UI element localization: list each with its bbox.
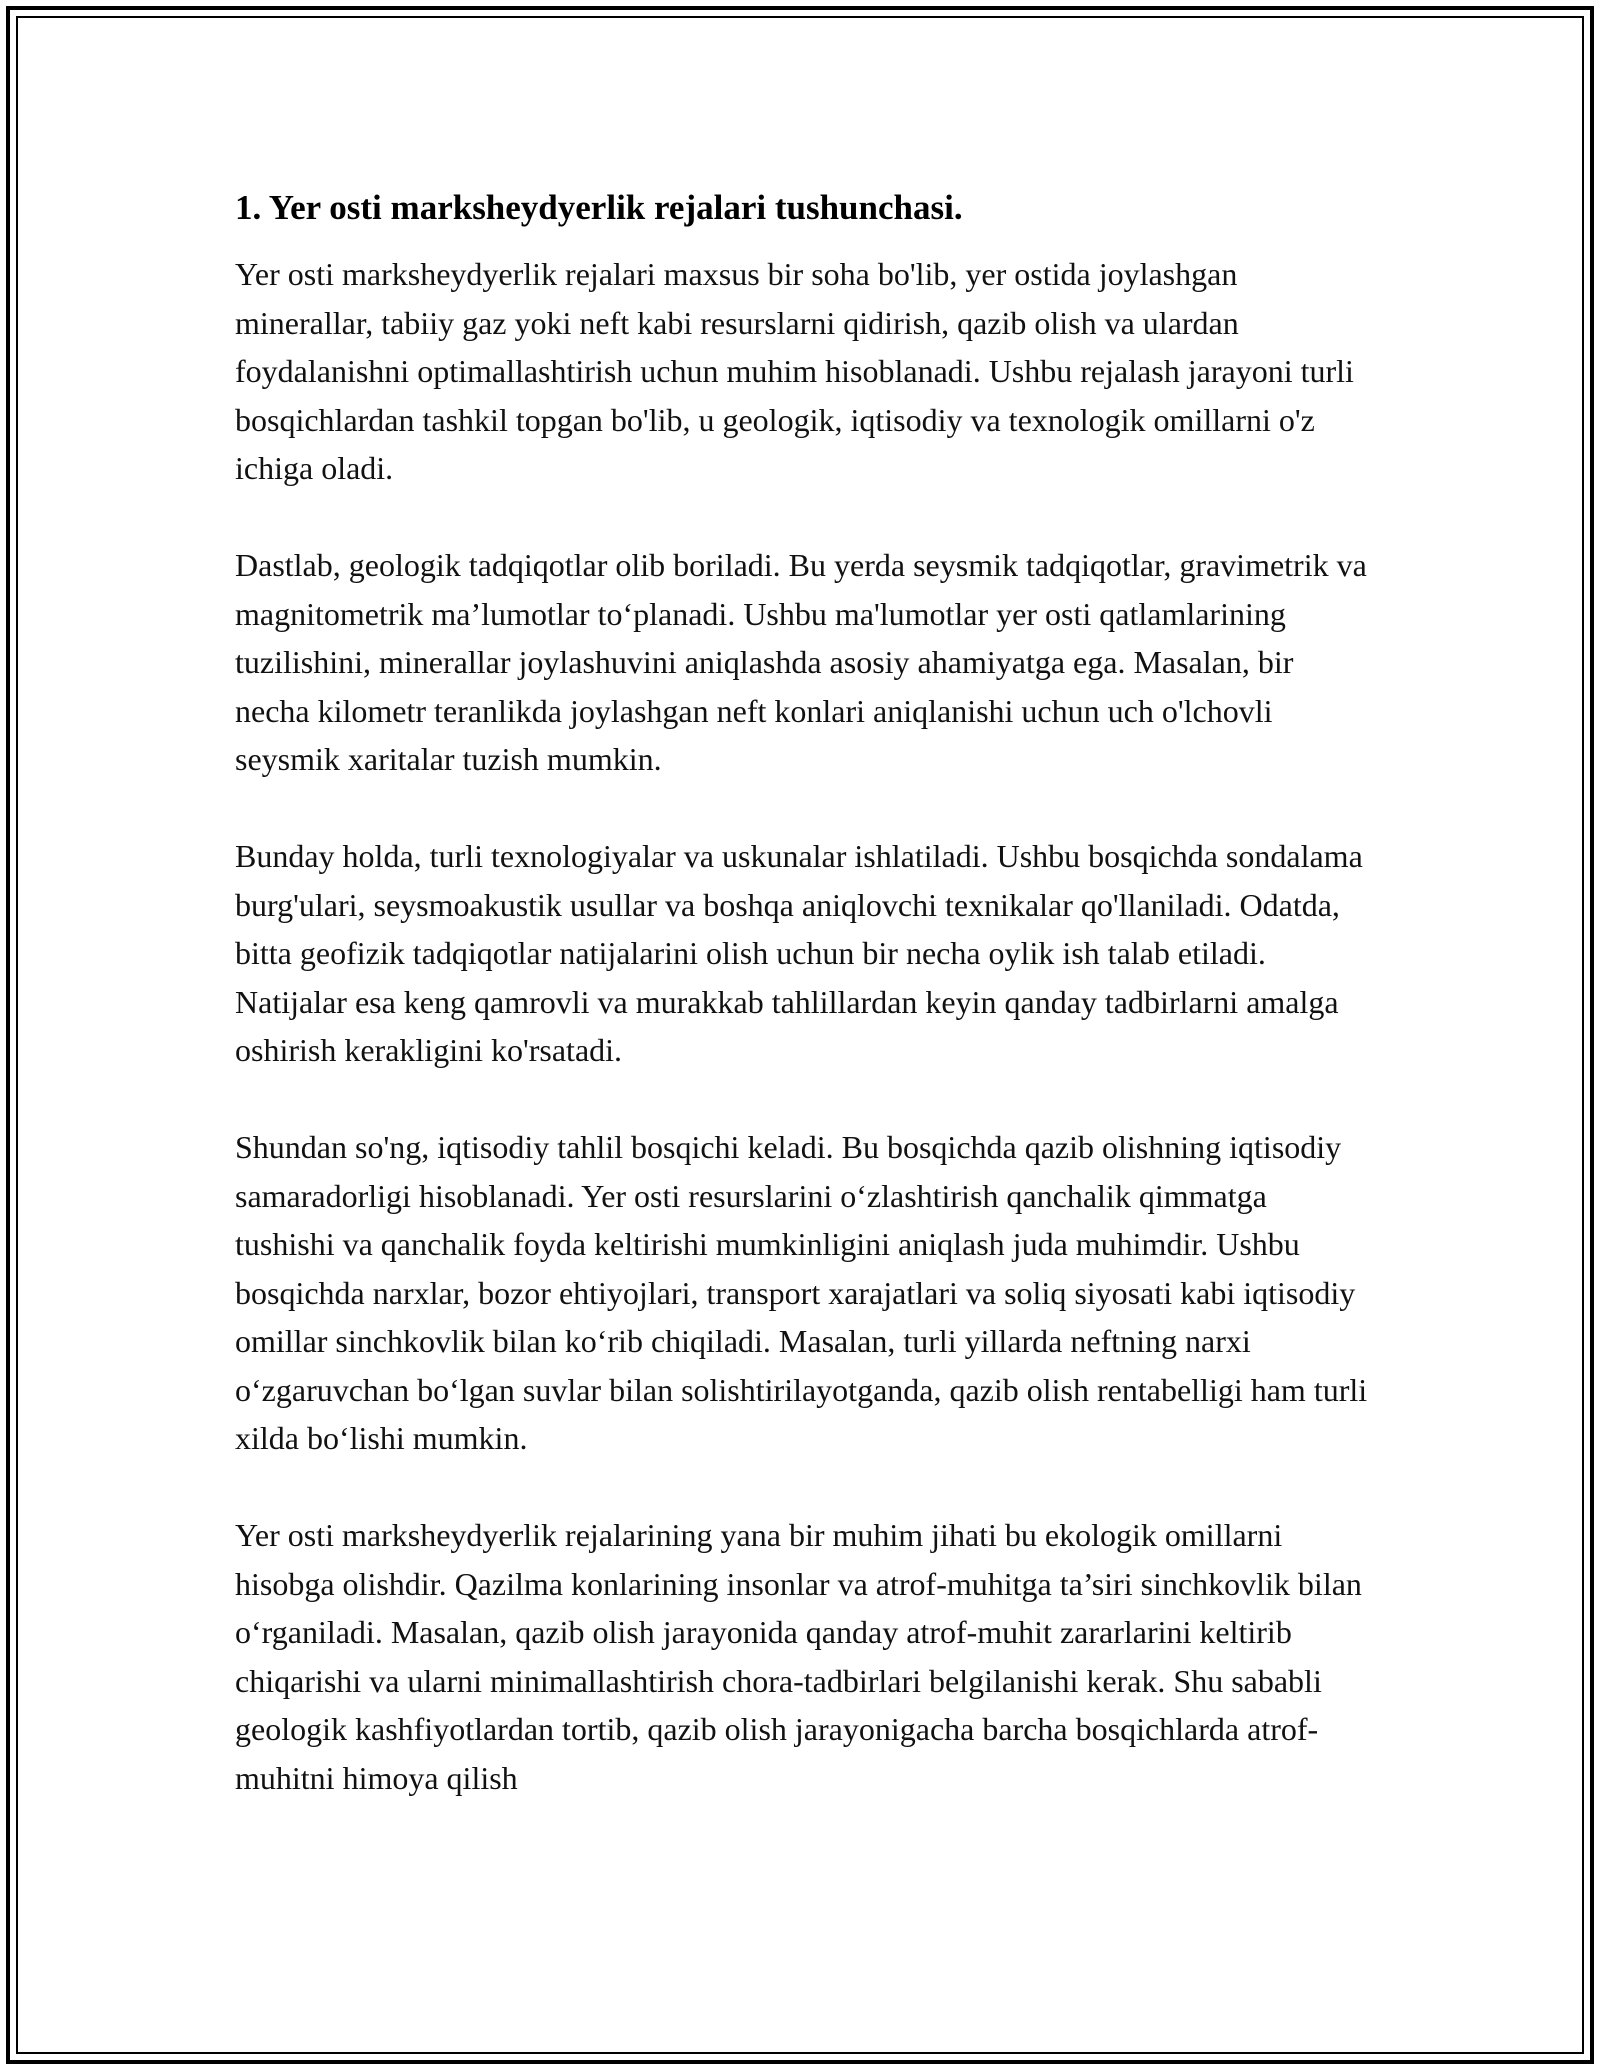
paragraph-intro: Yer osti marksheydyerlik rejalari maxsus bir soha bo'lib, yer ostida joylashgan minerallar, tabiiy gaz yoki neft kabi resurslarni qidirish, qazib olish va ulardan foydalanishni optimallashtirish uchun muhim hisoblanadi. Ushbu rejalash jarayoni turli bosqichlardan tashkil topgan bo'lib, u geologik, iqtisodiy va texnologik omillarni o'z ichiga oladi. bbox=[235, 256, 1354, 486]
paragraph-economic-analysis: Shundan so'ng, iqtisodiy tahlil bosqichi keladi. Bu bosqichda qazib olishning iqtisodiy samaradorligi hisoblanadi. Yer osti resurslarini o‘zlashtirish qanchalik qimmatga tushishi va qanchalik foyda keltirishi mumkinligini aniqlash juda muhimdir. Ushbu bosqichda narxlar, bozor ehtiyojlari, transport xarajatlari va soliq siyosati kabi iqtisodiy omillar sinchkovlik bilan ko‘rib chiqiladi. Masalan, turli yillarda neftning narxi o‘zgaruvchan bo‘lgan suvlar bilan solishtirilayotganda, qazib olish rentabelligi ham turli xilda bo‘lishi mumkin. bbox=[235, 1129, 1368, 1456]
paragraph-ecological-factors: Yer osti marksheydyerlik rejalarining yana bir muhim jihati bu ekologik omillarni hisobga olishdir. Qazilma konlarining insonlar va atrof-muhitga ta’siri sinchkovlik bilan o‘rganiladi. Masalan, qazib olish jarayonida qanday atrof-muhit zararlarini keltirib chiqarishi va ularni minimallashtirish chora-tadbirlari belgilanishi kerak. Shu sababli geologik kashfiyotlardan tortib, qazib olish jarayonigacha barcha bosqichlarda atrof-muhitni himoya qilish bbox=[235, 1517, 1362, 1796]
paragraph-technologies: Bunday holda, turli texnologiyalar va uskunalar ishlatiladi. Ushbu bosqichda sondalama burg'ulari, seysmoakustik usullar va boshqa aniqlovchi texnikalar qo'llaniladi. Odatda, bitta geofizik tadqiqotlar natijalarini olish uchun bir necha oylik ish talab etiladi. Natijalar esa keng qamrovli va murakkab tahlillardan keyin qanday tadbirlarni amalga oshirish kerakligini ko'rsatadi. bbox=[235, 838, 1363, 1068]
section-heading: 1. Yer osti marksheydyerlik rejalari tushunchasi. bbox=[235, 188, 963, 227]
paragraph-geological-research: Dastlab, geologik tadqiqotlar olib boriladi. Bu yerda seysmik tadqiqotlar, gravimetrik va magnitometrik ma’lumotlar to‘planadi. Ushbu ma'lumotlar yer osti qatlamlarining tuzilishini, minerallar joylashuvini aniqlashda asosiy ahamiyatga ega. Masalan, bir necha kilometr teranlikda joylashgan neft konlari aniqlanishi uchun uch o'lchovli seysmik xaritalar tuzish mumkin. bbox=[235, 547, 1367, 777]
document-body bbox=[235, 186, 1370, 1851]
